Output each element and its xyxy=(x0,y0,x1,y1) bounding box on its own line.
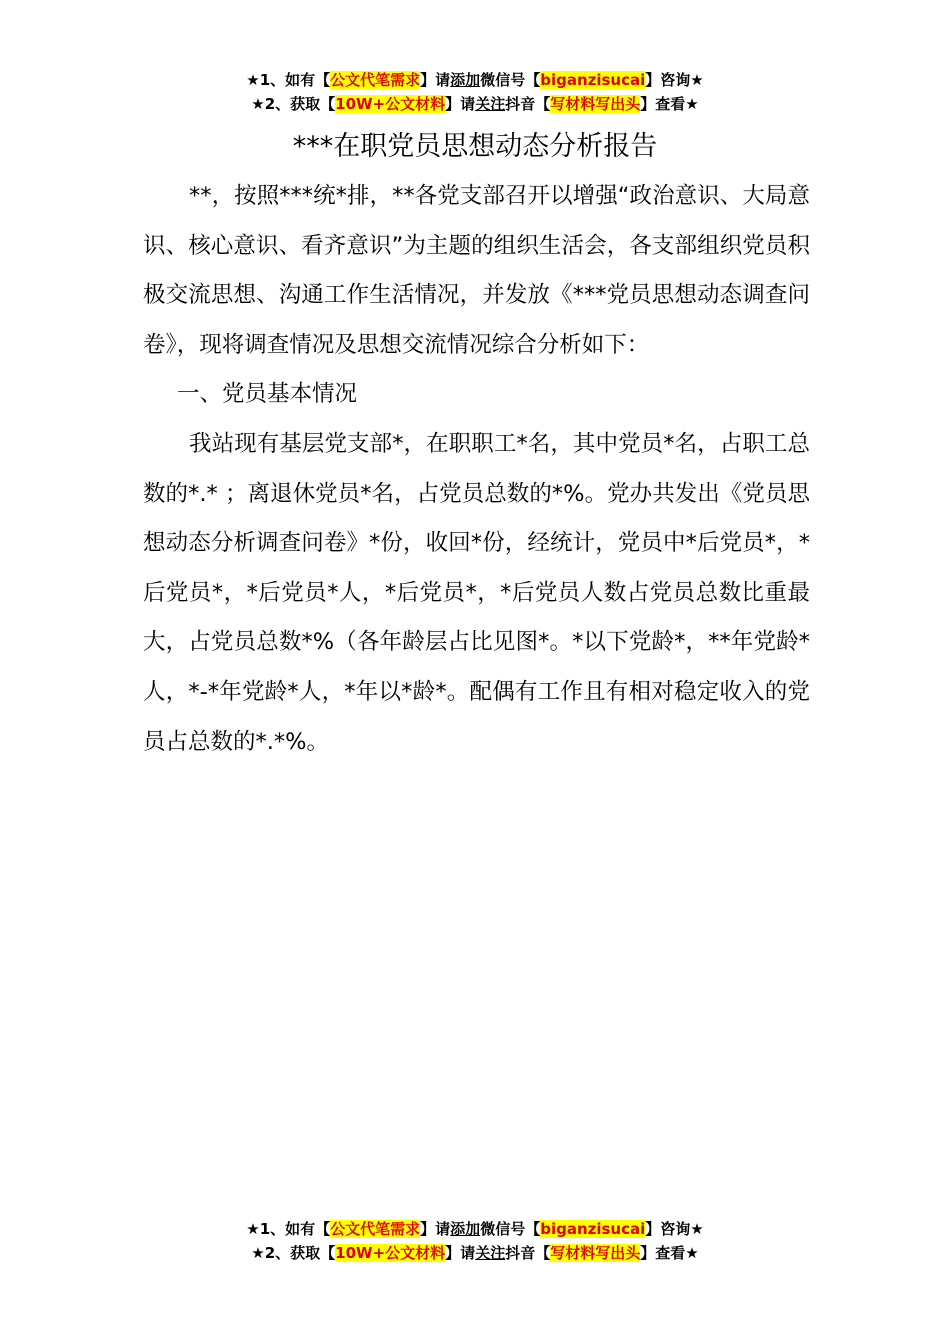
banner-line-1 xyxy=(0,68,950,92)
banner-underlined: 添加 xyxy=(450,1220,481,1238)
banner-highlight: 公文代笔需求 xyxy=(330,71,421,89)
banner-highlight: 10W+公文材料 xyxy=(335,1244,446,1262)
star-icon: ★ xyxy=(690,71,704,89)
document-body xyxy=(143,172,810,767)
star-icon: ★ xyxy=(690,1220,704,1238)
banner-text: 微信号【 xyxy=(480,71,541,89)
star-icon: ★ xyxy=(251,1244,265,1262)
star-icon: ★ xyxy=(246,1220,260,1238)
banner-highlight: 写材料写出头 xyxy=(550,95,641,113)
banner-underlined: 关注 xyxy=(475,95,506,113)
banner-text: 】查看 xyxy=(640,1244,686,1262)
bottom-banner xyxy=(0,1217,950,1265)
banner-highlight: 公文代笔需求 xyxy=(330,1220,421,1238)
star-icon: ★ xyxy=(685,1244,699,1262)
top-banner xyxy=(0,68,950,116)
section-paragraph: 我站现有基层党支部*，在职职工*名，其中党员*名，占职工总数的*.* ；离退休党员*名，占党员总数的*%。党办共发出《党员思想动态分析调查问卷》*份，收回*份，经统计，党员中*后党员*，*后党员*，*后党员*人，*后党员*，*后党员人数占党员总数比重最大，占党员总数*%（各年龄层占比见图*。*以下党龄*，**年党龄*人，*-*年党龄*人，*年以*龄*。配偶有工作且有相对稳定收入的党员占总数的*.*%。 xyxy=(143,430,810,755)
banner-text: 2、获取【 xyxy=(264,95,336,113)
banner-text: 抖音【 xyxy=(505,1244,551,1262)
banner-line-2 xyxy=(0,1241,950,1265)
section-heading: 一、党员基本情况 xyxy=(177,381,358,408)
banner-text: 】咨询 xyxy=(645,1220,691,1238)
banner-highlight: biganzisucai xyxy=(540,1220,646,1238)
banner-text: 】咨询 xyxy=(645,71,691,89)
banner-text: 2、获取【 xyxy=(264,1244,336,1262)
banner-text: 1、如有【 xyxy=(259,71,331,89)
banner-text: 1、如有【 xyxy=(259,1220,331,1238)
document-title: ***在职党员思想动态分析报告 xyxy=(292,131,658,162)
banner-line-2 xyxy=(0,92,950,116)
banner-text: 】请 xyxy=(420,1220,451,1238)
banner-text: 微信号【 xyxy=(480,1220,541,1238)
banner-text: 】查看 xyxy=(640,95,686,113)
banner-highlight: 10W+公文材料 xyxy=(335,95,446,113)
banner-text: 抖音【 xyxy=(505,95,551,113)
banner-line-1 xyxy=(0,1217,950,1241)
banner-underlined: 添加 xyxy=(450,71,481,89)
banner-text: 】请 xyxy=(420,71,451,89)
banner-underlined: 关注 xyxy=(475,1244,506,1262)
banner-text: 】请 xyxy=(445,95,476,113)
banner-highlight: 写材料写出头 xyxy=(550,1244,641,1262)
intro-paragraph: **，按照***统*排，**各党支部召开以增强“政治意识、大局意识、核心意识、看齐意识”为主题的组织生活会，各支部组织党员积极交流思想、沟通工作生活情况，并发放《***党员思想动态调查问卷》，现将调查情况及思想交流情况综合分析如下： xyxy=(143,183,810,358)
banner-text: 】请 xyxy=(445,1244,476,1262)
star-icon: ★ xyxy=(685,95,699,113)
banner-highlight: biganzisucai xyxy=(540,71,646,89)
star-icon: ★ xyxy=(251,95,265,113)
star-icon: ★ xyxy=(246,71,260,89)
